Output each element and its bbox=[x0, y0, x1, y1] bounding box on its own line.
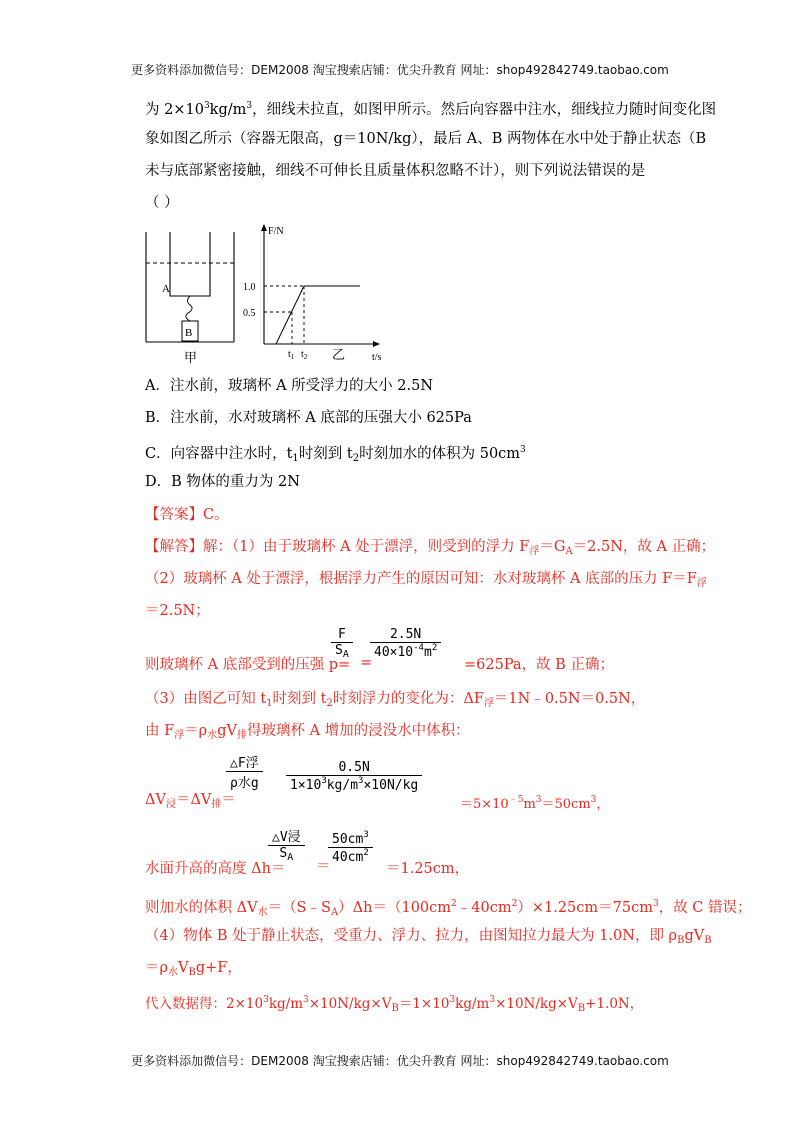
solution-line-4-eq: = bbox=[360, 655, 373, 671]
solution-line-9: 则加水的体积 $\Delta V_水=(S﹣S_A)\Delta h=(100cm^2﹣40cm^2)\times 1.25cm=75cm^3$，故 C 错误； bbox=[145, 899, 752, 918]
label-b: B bbox=[185, 327, 193, 339]
option-b: B．注水前，水对玻璃杯 A 底部的压强大小 625Pa bbox=[145, 410, 472, 426]
tick-t1: $t_1$ bbox=[288, 349, 295, 361]
answer-line: 【答案】C。 bbox=[145, 507, 229, 523]
solution-line-8-post: ＝1.25cm， bbox=[386, 861, 470, 877]
solution-line-8-pre: 水面升高的高度 Δh＝ bbox=[145, 861, 286, 877]
fraction-delta-v-over-sa: △V浸 $S_A$ bbox=[268, 826, 305, 863]
caption-yi: 乙 bbox=[332, 347, 346, 362]
fraction-volume-over-area: $\frac{50cm^3}{40cm^2}$ bbox=[328, 830, 373, 865]
y-axis-label: F/N bbox=[268, 226, 284, 237]
option-a: A．注水前，玻璃杯 A 所受浮力的大小 2.5N bbox=[145, 378, 434, 394]
solution-line-3: ＝2.5N； bbox=[145, 603, 210, 619]
solution-line-6: 由 $F_浮=\rho_水gV_排$得玻璃杯 A 增加的浸没水中体积： bbox=[145, 723, 470, 741]
solution-line-8-eq: ＝ bbox=[316, 859, 331, 875]
solution-line-11: $=\rho_水V_Bg+F$， bbox=[145, 960, 242, 978]
page-footer: 更多资料添加微信号：DEM2008 淘宝搜索店铺：优尖升教育 网址：shop492842749.taobao.com bbox=[131, 1054, 669, 1068]
solution-line-5: （3）由图乙可知 $t_1$时刻到 $t_2$时刻浮力的变化为：$\Delta F_浮=1N﹣0.5N=0.5N$， bbox=[145, 691, 646, 709]
solution-line-2: （2）玻璃杯 A 处于漂浮，根据浮力产生的原因可知：水对玻璃杯 A 底部的压力 $F=F_浮$ bbox=[145, 571, 707, 589]
label-a: A bbox=[162, 283, 170, 295]
solution-line-1: 【解答】解：（1）由于玻璃杯 A 处于漂浮，则受到的浮力 $F_浮=G_A=2.5N$，故 A 正确； bbox=[145, 539, 716, 557]
figure-jia bbox=[140, 218, 240, 366]
question-blank: （ ） bbox=[145, 195, 179, 211]
solution-line-7-post: $=5\times 10^{﹣5}m^3=50cm^3$， bbox=[460, 795, 610, 812]
solution-line-10: （4）物体 B 处于静止状态，受重力、浮力、拉力，由图知拉力最大为 1.0N，即 $\rho_BgV_B$ bbox=[145, 928, 712, 946]
page-header: 更多资料添加微信号：DEM2008 淘宝搜索店铺：优尖升教育 网址：shop492842749.taobao.com bbox=[131, 63, 669, 77]
solution-line-4-post: =625Pa，故 B 正确； bbox=[464, 657, 614, 673]
fraction-delta-f-over-rho-g: △F浮 ρ水g bbox=[226, 752, 263, 791]
question-line-3: 未与底部紧密接触，细线不可伸长且质量体积忽略不计），则下列说法错误的是 bbox=[145, 163, 646, 179]
option-c: C．向容器中注水时，$t_1$时刻到 $t_2$时刻加水的体积为 $50cm^3$ bbox=[145, 445, 526, 464]
caption-jia: 甲 bbox=[184, 350, 198, 365]
tick-0-5: 0.5 bbox=[243, 308, 256, 319]
solution-line-12: 代入数据得：$2\times 10^3kg/m^3\times 10N/kg\times V_B=1\times 10^3kg/m^3\times 10N/kg\times V_B+1.0N$， bbox=[145, 995, 644, 1014]
tick-t2: $t_2$ bbox=[301, 349, 308, 361]
figure-yi bbox=[238, 220, 398, 366]
question-line-1: 为 $2\times 10^3kg/m^3$，细线未拉直，如图甲所示。然后向容器中注水，细线拉力随时间变化图 bbox=[145, 101, 717, 118]
solution-line-7-pre: $\Delta V_浸=\Delta V_排=$ bbox=[145, 792, 236, 810]
solution-line-4-pre: 则玻璃杯 A 底部受到的压强 p= bbox=[145, 657, 351, 673]
option-d: D．B 物体的重力为 2N bbox=[145, 474, 300, 490]
fraction-2-5n-over-area: $\frac{2.5N}{40\times 10^{-4}m^2}$ bbox=[370, 627, 441, 660]
fraction-0-5n-over-rho-g: $\frac{0.5N}{1\times 10^3kg/m^3\times 10N/kg}$ bbox=[286, 760, 422, 793]
tick-1-0: 1.0 bbox=[243, 282, 256, 293]
question-line-2: 象如图乙所示（容器无限高，g＝10N/kg），最后 A、B 两物体在水中处于静止状态（B bbox=[145, 131, 707, 147]
x-axis-label: t/s bbox=[372, 352, 382, 363]
fraction-f-over-sa: $\frac{F}{S_A}$ bbox=[331, 627, 353, 660]
